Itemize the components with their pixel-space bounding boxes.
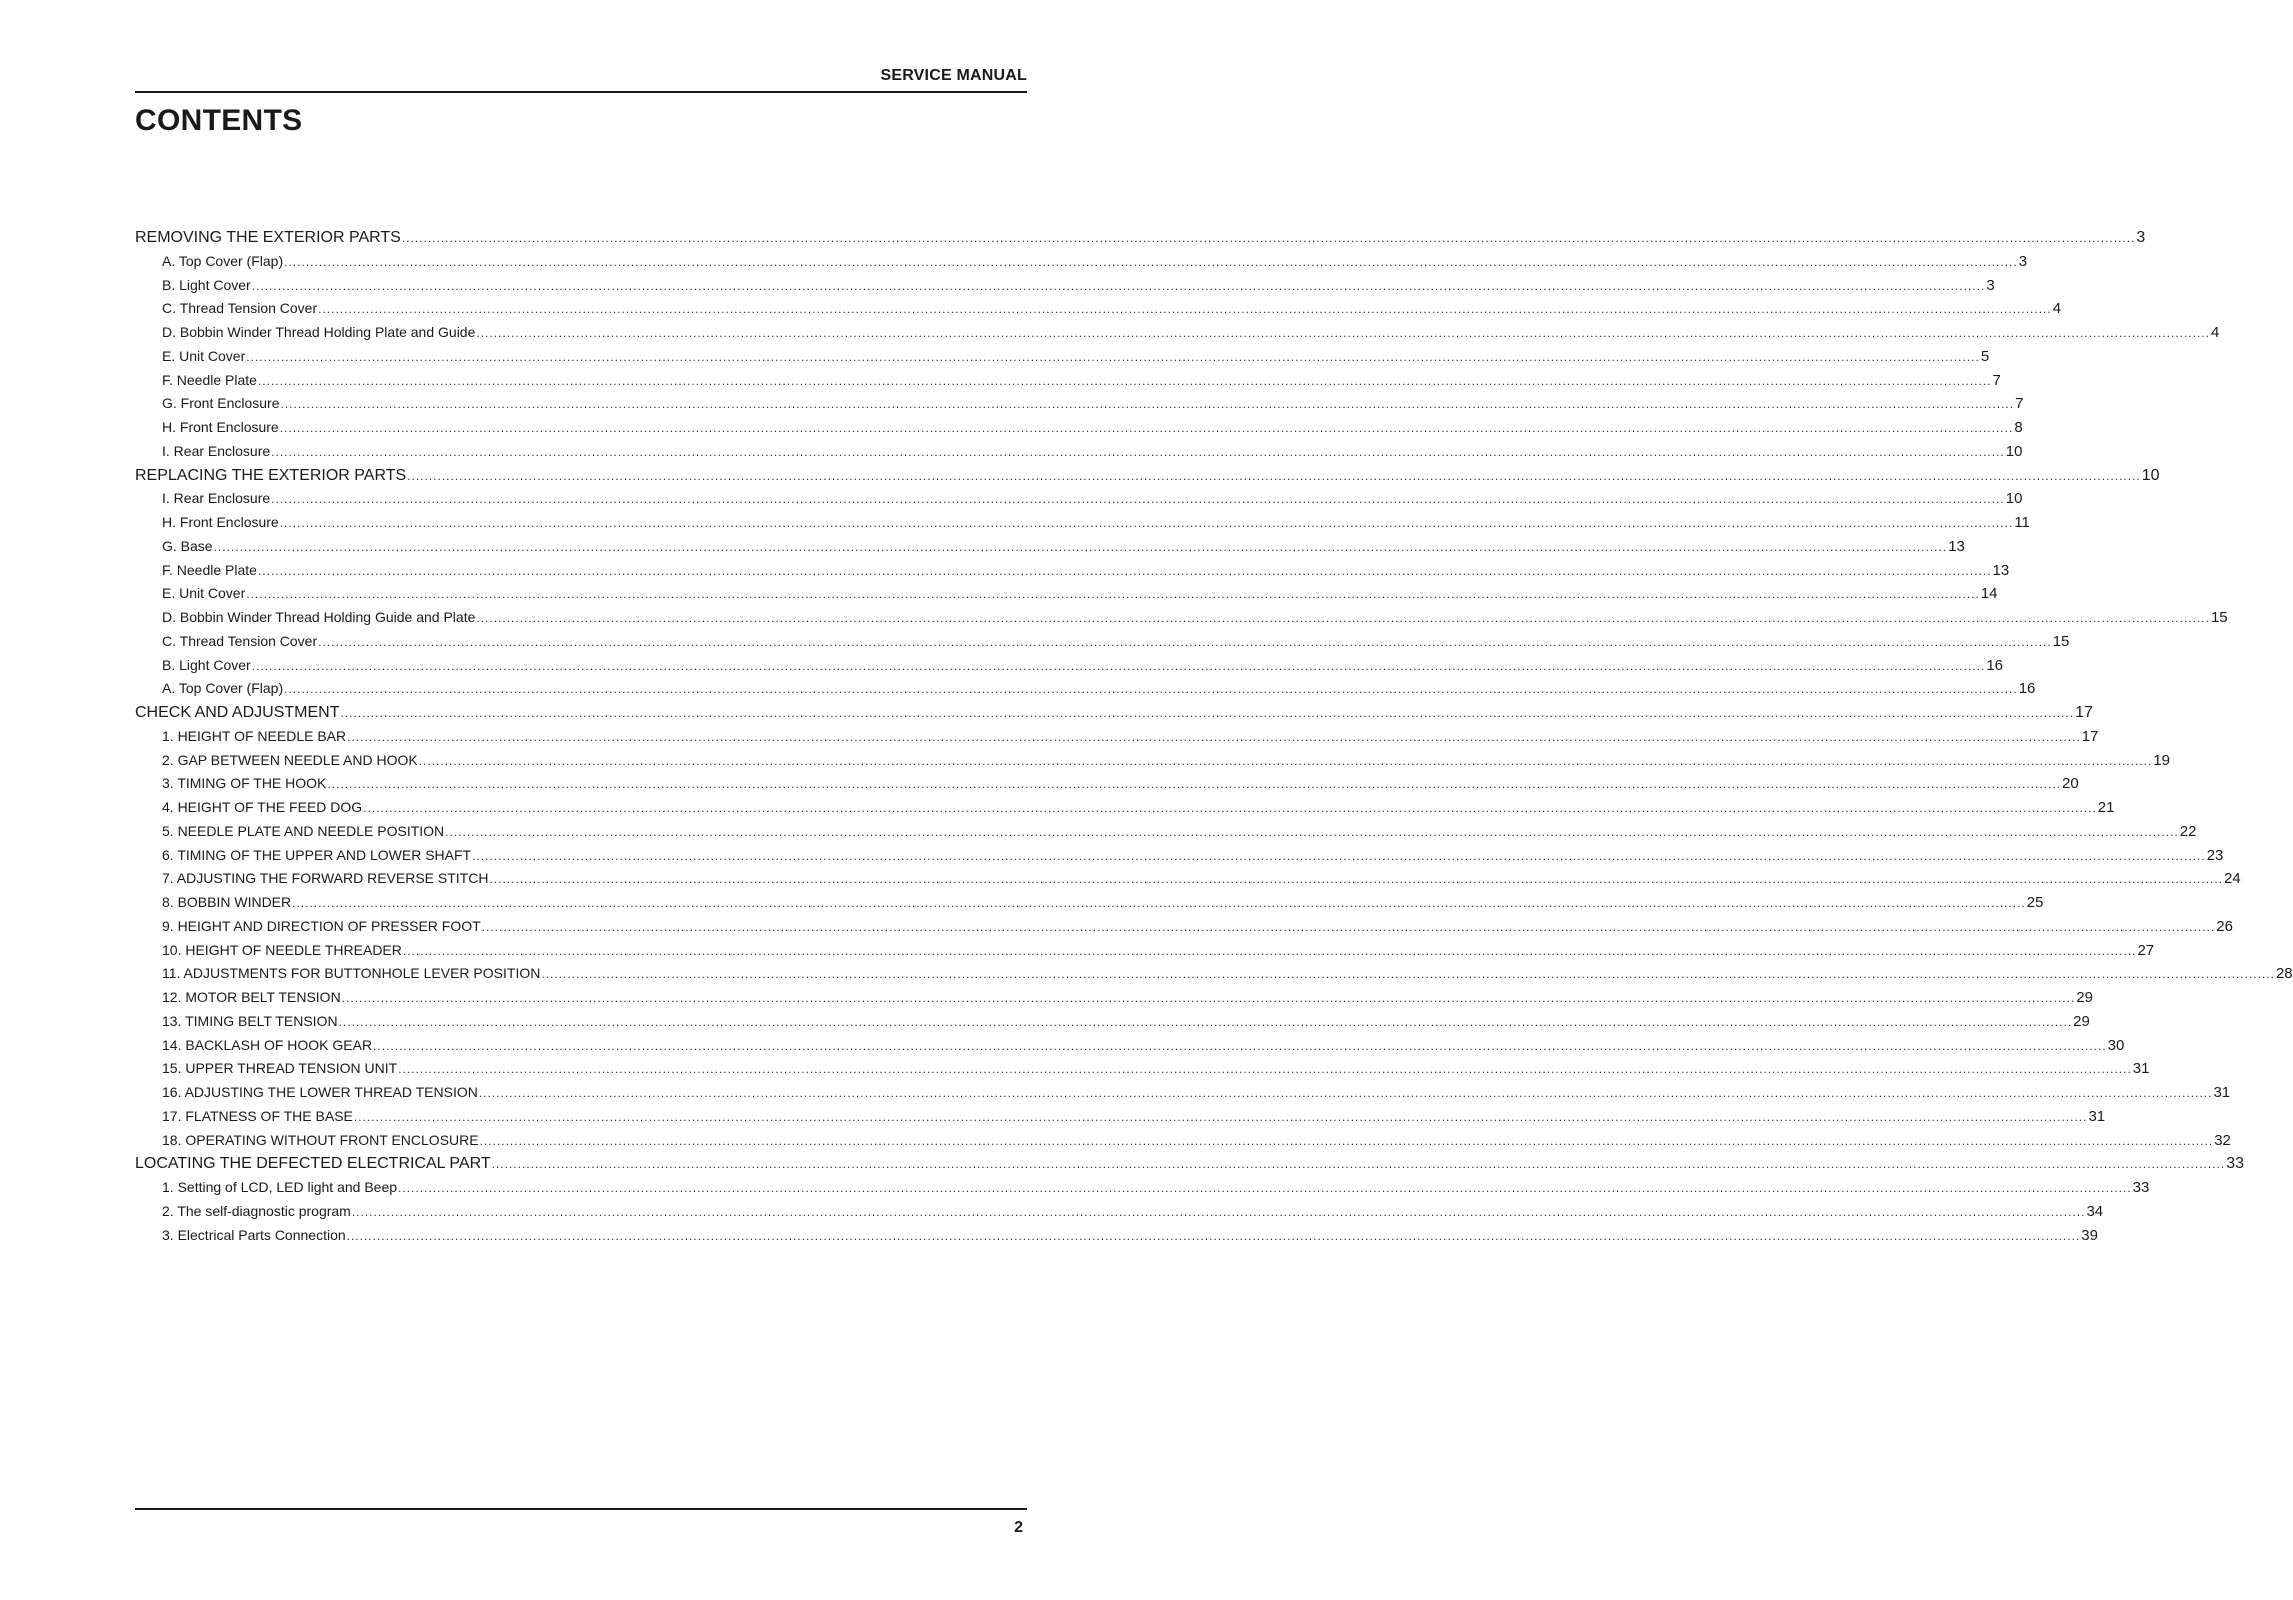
toc-entry xyxy=(135,796,2115,820)
toc-title: G. Front Enclosure xyxy=(162,395,280,412)
toc-title: 5. NEEDLE PLATE AND NEEDLE POSITION xyxy=(162,822,445,839)
toc-page-number: 28 xyxy=(2275,965,2293,983)
dot-leader: ................................................................................................................................................................................................................................................................................................................................................................................................................ xyxy=(472,848,2206,863)
page-title: CONTENTS xyxy=(135,104,303,137)
running-header: SERVICE MANUAL xyxy=(880,67,1027,84)
header-rule xyxy=(135,91,1027,93)
dot-leader: ................................................................................................................................................................................................................................................................................................................................................................................................................ xyxy=(346,1228,2081,1243)
dot-leader: ................................................................................................................................................................................................................................................................................................................................................................................................................ xyxy=(445,824,2179,839)
toc-page-number: 16 xyxy=(1986,656,2003,674)
toc-entry xyxy=(135,820,2197,844)
toc-page-number: 14 xyxy=(1980,585,1998,603)
dot-leader: ................................................................................................................................................................................................................................................................................................................................................................................................................ xyxy=(373,1038,2107,1053)
toc-page-number: 31 xyxy=(2088,1107,2106,1125)
toc-title: A. Top Cover (Flap) xyxy=(162,680,284,697)
toc-entry xyxy=(135,654,2003,678)
toc-page-number: 26 xyxy=(2216,917,2233,935)
dot-leader: ................................................................................................................................................................................................................................................................................................................................................................................................................ xyxy=(418,753,2153,768)
toc-page-number: 15 xyxy=(2052,632,2070,650)
dot-leader: ................................................................................................................................................................................................................................................................................................................................................................................................................ xyxy=(327,777,2061,792)
toc-title: REPLACING THE EXTERIOR PARTS xyxy=(135,466,407,484)
toc-page-number: 33 xyxy=(2226,1155,2245,1173)
toc-entry xyxy=(135,606,2228,630)
dot-leader: ................................................................................................................................................................................................................................................................................................................................................................................................................ xyxy=(353,1109,2088,1124)
toc-entry xyxy=(135,725,2099,749)
toc-entry xyxy=(135,559,2010,583)
toc-section xyxy=(135,701,2093,725)
toc-entry xyxy=(135,297,2062,321)
toc-entry xyxy=(135,416,2023,440)
dot-leader: ................................................................................................................................................................................................................................................................................................................................................................................................................ xyxy=(398,1181,2132,1195)
toc-section xyxy=(135,226,2146,250)
dot-leader: ................................................................................................................................................................................................................................................................................................................................................................................................................ xyxy=(292,896,2026,910)
toc-title: 18. OPERATING WITHOUT FRONT ENCLOSURE xyxy=(162,1131,479,1148)
toc-title: REMOVING THE EXTERIOR PARTS xyxy=(135,229,401,246)
toc-entry xyxy=(135,1057,2150,1081)
dot-leader: ................................................................................................................................................................................................................................................................................................................................................................................................................ xyxy=(246,587,1980,602)
dot-leader: ................................................................................................................................................................................................................................................................................................................................................................................................................ xyxy=(491,1157,2226,1172)
toc-page-number: 33 xyxy=(2132,1179,2150,1196)
dot-leader: ................................................................................................................................................................................................................................................................................................................................................................................................................ xyxy=(351,1204,2086,1219)
dot-leader: ................................................................................................................................................................................................................................................................................................................................................................................................................ xyxy=(284,682,2018,697)
toc-title: 8. BOBBIN WINDER xyxy=(162,894,292,910)
toc-title: 13. TIMING BELT TENSION xyxy=(162,1012,338,1029)
toc-section xyxy=(135,1152,2245,1176)
toc-title: C. Thread Tension Cover xyxy=(162,632,318,649)
toc-entry xyxy=(135,250,2028,274)
dot-leader: ................................................................................................................................................................................................................................................................................................................................................................................................................ xyxy=(479,1133,2214,1148)
toc-entry xyxy=(135,939,2155,963)
toc-title: LOCATING THE DEFECTED ELECTRICAL PART xyxy=(135,1155,491,1173)
dot-leader: ................................................................................................................................................................................................................................................................................................................................................................................................................ xyxy=(541,967,2275,982)
dot-leader: ................................................................................................................................................................................................................................................................................................................................................................................................................ xyxy=(476,326,2210,340)
toc-page-number: 31 xyxy=(2132,1060,2150,1078)
toc-title: 12. MOTOR BELT TENSION xyxy=(162,989,341,1005)
dot-leader: ................................................................................................................................................................................................................................................................................................................................................................................................................ xyxy=(398,1062,2132,1077)
dot-leader: ................................................................................................................................................................................................................................................................................................................................................................................................................ xyxy=(341,991,2076,1005)
dot-leader: ................................................................................................................................................................................................................................................................................................................................................................................................................ xyxy=(280,397,2015,412)
toc-page-number: 30 xyxy=(2107,1036,2125,1054)
table-of-contents xyxy=(135,226,2293,1247)
toc-section xyxy=(135,464,2160,488)
toc-entry xyxy=(135,749,2170,773)
toc-page-number: 17 xyxy=(2075,704,2093,721)
toc-entry xyxy=(135,1176,2150,1200)
toc-title: 3. Electrical Parts Connection xyxy=(162,1226,346,1243)
toc-page-number: 4 xyxy=(2210,324,2220,341)
toc-entry xyxy=(135,867,2241,891)
toc-title: H. Front Enclosure xyxy=(162,514,279,530)
toc-entry xyxy=(135,772,2079,796)
dot-leader: ................................................................................................................................................................................................................................................................................................................................................................................................................ xyxy=(489,872,2224,887)
toc-entry xyxy=(135,535,1965,559)
dot-leader: ................................................................................................................................................................................................................................................................................................................................................................................................................ xyxy=(318,302,2052,317)
toc-title: 4. HEIGHT OF THE FEED DOG xyxy=(162,799,363,815)
toc-title: 15. UPPER THREAD TENSION UNIT xyxy=(162,1060,398,1077)
toc-title: 17. FLATNESS OF THE BASE xyxy=(162,1107,353,1124)
toc-page-number: 3 xyxy=(1986,276,1995,294)
dot-leader: ................................................................................................................................................................................................................................................................................................................................................................................................................ xyxy=(279,421,2014,435)
dot-leader: ................................................................................................................................................................................................................................................................................................................................................................................................................ xyxy=(284,254,2018,269)
toc-title: C. Thread Tension Cover xyxy=(162,300,318,317)
toc-page-number: 13 xyxy=(1992,561,2010,579)
toc-page-number: 25 xyxy=(2026,894,2044,911)
toc-title: 1. Setting of LCD, LED light and Beep xyxy=(162,1179,398,1195)
toc-entry xyxy=(135,915,2233,939)
toc-entry xyxy=(135,1200,2104,1224)
toc-page-number: 21 xyxy=(2097,799,2115,816)
toc-entry xyxy=(135,962,2293,986)
toc-title: 2. The self-diagnostic program xyxy=(162,1202,351,1219)
dot-leader: ................................................................................................................................................................................................................................................................................................................................................................................................................ xyxy=(347,729,2081,744)
dot-leader: ................................................................................................................................................................................................................................................................................................................................................................................................................ xyxy=(251,278,1986,293)
toc-title: H. Front Enclosure xyxy=(162,419,279,435)
toc-title: 3. TIMING OF THE HOOK xyxy=(162,775,327,792)
toc-page-number: 17 xyxy=(2081,727,2099,745)
toc-entry xyxy=(135,345,1990,369)
toc-entry xyxy=(135,369,2001,393)
toc-entry xyxy=(135,844,2224,868)
footer-rule xyxy=(135,1508,1027,1510)
toc-entry xyxy=(135,1105,2106,1129)
toc-entry xyxy=(135,511,2030,535)
toc-entry xyxy=(135,274,1995,298)
toc-title: I. Rear Enclosure xyxy=(162,442,271,459)
toc-entry xyxy=(135,986,2093,1010)
toc-page-number: 24 xyxy=(2224,870,2241,888)
toc-page-number: 3 xyxy=(2018,252,2028,270)
dot-leader: ................................................................................................................................................................................................................................................................................................................................................................................................................ xyxy=(279,516,2014,530)
toc-title: 6. TIMING OF THE UPPER AND LOWER SHAFT xyxy=(162,846,472,863)
dot-leader: ................................................................................................................................................................................................................................................................................................................................................................................................................ xyxy=(478,1086,2213,1100)
toc-title: B. Light Cover xyxy=(162,656,251,673)
toc-page-number: 8 xyxy=(2014,419,2023,436)
toc-title: E. Unit Cover xyxy=(162,347,246,364)
toc-entry xyxy=(135,321,2220,345)
toc-page-number: 13 xyxy=(1948,537,1965,555)
toc-page-number: 29 xyxy=(2076,989,2093,1006)
toc-entry xyxy=(135,1224,2098,1248)
toc-title: A. Top Cover (Flap) xyxy=(162,252,284,269)
dot-leader: ................................................................................................................................................................................................................................................................................................................................................................................................................ xyxy=(476,611,2210,625)
toc-entry xyxy=(135,891,2044,915)
toc-title: 9. HEIGHT AND DIRECTION OF PRESSER FOOT xyxy=(162,917,481,934)
toc-page-number: 11 xyxy=(2014,514,2030,531)
toc-entry xyxy=(135,677,2036,701)
toc-entry xyxy=(135,1034,2125,1058)
toc-page-number: 31 xyxy=(2213,1084,2231,1101)
toc-page-number: 22 xyxy=(2179,822,2197,840)
toc-entry xyxy=(135,487,2023,511)
dot-leader: ................................................................................................................................................................................................................................................................................................................................................................................................................ xyxy=(340,706,2075,720)
dot-leader: ................................................................................................................................................................................................................................................................................................................................................................................................................ xyxy=(271,492,2005,507)
toc-entry xyxy=(135,582,1998,606)
page-number: 2 xyxy=(1014,1519,1023,1536)
dot-leader: ................................................................................................................................................................................................................................................................................................................................................................................................................ xyxy=(257,373,1992,388)
dot-leader: ................................................................................................................................................................................................................................................................................................................................................................................................................ xyxy=(257,563,1992,578)
toc-title: 16. ADJUSTING THE LOWER THREAD TENSION xyxy=(162,1084,478,1100)
toc-title: 11. ADJUSTMENTS FOR BUTTONHOLE LEVER POSITION xyxy=(162,965,541,982)
toc-title: D. Bobbin Winder Thread Holding Plate and Guide xyxy=(162,324,476,340)
toc-entry xyxy=(135,1010,2090,1034)
toc-title: 7. ADJUSTING THE FORWARD REVERSE STITCH xyxy=(162,870,489,887)
toc-entry xyxy=(135,630,2070,654)
dot-leader: ................................................................................................................................................................................................................................................................................................................................................................................................................ xyxy=(407,468,2141,483)
toc-entry xyxy=(135,1129,2231,1153)
toc-title: CHECK AND ADJUSTMENT xyxy=(135,704,340,721)
toc-page-number: 20 xyxy=(2061,775,2079,793)
toc-title: 2. GAP BETWEEN NEEDLE AND HOOK xyxy=(162,751,418,768)
toc-entry xyxy=(135,392,2024,416)
toc-page-number: 10 xyxy=(2005,490,2023,508)
toc-page-number: 5 xyxy=(1980,347,1990,365)
toc-page-number: 16 xyxy=(2018,680,2036,698)
toc-page-number: 39 xyxy=(2081,1226,2098,1244)
dot-leader: ................................................................................................................................................................................................................................................................................................................................................................................................................ xyxy=(271,444,2005,459)
dot-leader: ................................................................................................................................................................................................................................................................................................................................................................................................................ xyxy=(402,943,2137,958)
toc-page-number: 3 xyxy=(2136,229,2146,246)
dot-leader: ................................................................................................................................................................................................................................................................................................................................................................................................................ xyxy=(481,919,2216,934)
toc-page-number: 34 xyxy=(2086,1202,2104,1220)
toc-entry xyxy=(135,1081,2231,1105)
toc-title: I. Rear Enclosure xyxy=(162,490,271,507)
toc-title: 1. HEIGHT OF NEEDLE BAR xyxy=(162,727,347,744)
dot-leader: ................................................................................................................................................................................................................................................................................................................................................................................................................ xyxy=(251,658,1986,673)
dot-leader: ................................................................................................................................................................................................................................................................................................................................................................................................................ xyxy=(213,539,1948,554)
toc-page-number: 32 xyxy=(2214,1131,2231,1149)
toc-title: D. Bobbin Winder Thread Holding Guide and Plate xyxy=(162,609,476,625)
toc-page-number: 4 xyxy=(2052,300,2062,318)
toc-page-number: 10 xyxy=(2141,466,2160,484)
toc-title: 14. BACKLASH OF HOOK GEAR xyxy=(162,1036,373,1053)
toc-page-number: 7 xyxy=(2015,395,2024,413)
toc-title: F. Needle Plate xyxy=(162,561,257,578)
toc-page-number: 27 xyxy=(2137,941,2155,959)
toc-page-number: 23 xyxy=(2206,846,2224,864)
toc-entry xyxy=(135,440,2023,464)
dot-leader: ................................................................................................................................................................................................................................................................................................................................................................................................................ xyxy=(401,231,2136,245)
dot-leader: ................................................................................................................................................................................................................................................................................................................................................................................................................ xyxy=(338,1014,2073,1029)
toc-page-number: 15 xyxy=(2210,609,2228,626)
toc-title: F. Needle Plate xyxy=(162,371,257,388)
toc-page-number: 19 xyxy=(2153,751,2170,769)
toc-title: E. Unit Cover xyxy=(162,585,246,602)
toc-page-number: 10 xyxy=(2005,442,2023,460)
toc-page-number: 29 xyxy=(2073,1012,2090,1030)
dot-leader: ................................................................................................................................................................................................................................................................................................................................................................................................................ xyxy=(246,349,1980,364)
toc-title: 10. HEIGHT OF NEEDLE THREADER xyxy=(162,941,402,958)
toc-title: G. Base xyxy=(162,537,213,554)
dot-leader: ................................................................................................................................................................................................................................................................................................................................................................................................................ xyxy=(318,634,2052,649)
dot-leader: ................................................................................................................................................................................................................................................................................................................................................................................................................ xyxy=(363,801,2097,815)
toc-title: B. Light Cover xyxy=(162,276,251,293)
toc-page-number: 7 xyxy=(1992,371,2001,389)
